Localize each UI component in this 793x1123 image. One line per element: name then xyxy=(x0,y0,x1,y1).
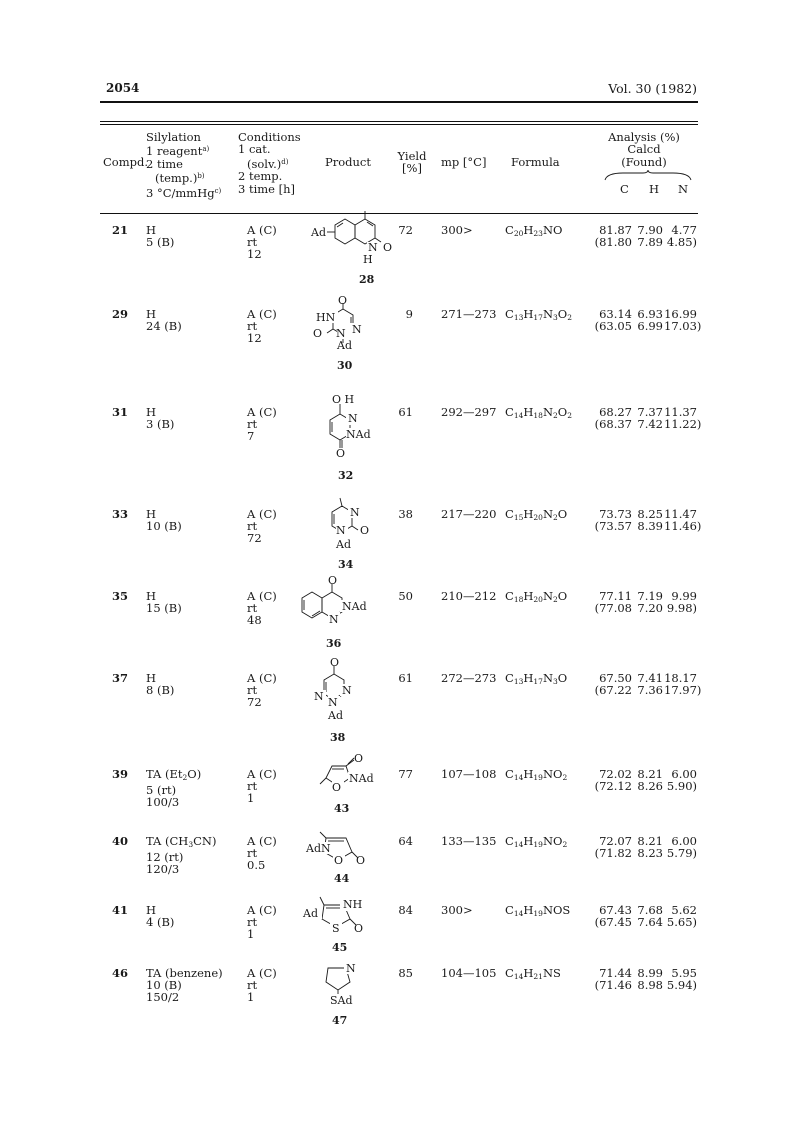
volume-label: Vol. 30 (1982) xyxy=(608,81,697,96)
svg-text:O: O xyxy=(328,574,338,587)
svg-text:N: N xyxy=(328,696,338,709)
col-analysis: Analysis (%) Calcd (Found) xyxy=(608,130,680,169)
structure-38 xyxy=(310,656,400,760)
svg-text:34: 34 xyxy=(338,558,354,571)
svg-text:O: O xyxy=(338,294,348,307)
structure-30 xyxy=(313,293,403,402)
svg-text:O: O xyxy=(330,656,340,669)
svg-text:O: O xyxy=(354,922,364,935)
table-top-rule xyxy=(100,121,698,122)
structure-36 xyxy=(300,574,400,668)
svg-text:43: 43 xyxy=(334,802,350,815)
svg-text:30: 30 xyxy=(337,359,353,372)
svg-text:N: N xyxy=(368,241,378,254)
col-formula: Formula xyxy=(511,155,560,169)
svg-text:28: 28 xyxy=(359,273,375,286)
journal-page: 2054 Vol. 30 (1982) Compd. Silylation 1 reagent$^{a)}$ 2 time (temp.)$^{b)}$ 3 °C/mmHg$^{c)}$ Conditions 1 cat. (solv.)$^{d)}$ 2 temp. 3 time [h] Product Yield [%] mp [°C] Formula Analysis (%) Calcd (Found) C H N 21 H 5 (B) A (C) rt 12 72 300> $C_{20}H_{23}NO$ 81.87 (81.80 7.90 7.89 4.77 4.85) Ad N O H 28 29 H 24 (B) A (C) rt 12 9 271—273 $C_{13}H_{17}N_3O_2$ 63.14 (63.05 6.93 6.99 16.99 17.03) O HN N O N Ad 30 31 H 3 (B) A (C) rt 7 61 292—297 $C_{14}H_{18}N_2O_2$ 68.27 (68.37 7.37 7.42 11.37 11.22) O H N NAd O 32 33 H 10 (B) A (C) rt 72 38 217—220 $C_{15}H_{20}N_2O$ 73.73 (73.57 8.25 8.39 11.47 11.46) N N O Ad 34 35 H 15 (B) A (C) rt 48 50 210—212 $C_{18}H_{20}N_2O$ 77.11 (77.08 7.19 7.20 9.99 9.98) O NAd N 36 37 H 8 (B) A (C) rt 72 61 272—273 $C_{13}H_{17}N_3O$ 67.50 (67.22 7.41 7.36 18.17 17.97) O N N N Ad 38 39 TA $(Et_2O)$ 5 (rt) 100/3 A (C) rt 1 77 107—108 $C_{14}H_{19}NO_2$ 72.02 (72.12 8.21 8.26 6.00 5.90) O NAd O 43 40 TA $(CH_3CN)$ 12 (rt) 120/3 A (C) rt 0.5 64 133—135 $C_{14}H_{19}NO_2$ 72.07 (71.82 8.21 8.23 6.00 5.79) AdN O O 44 41 H 4 (B) A (C) rt 1 84 300> $C_{14}H_{19}NOS$ 67.43 (67.45 7.68 7.64 5.62 5.65) NH Ad S O 45 46 TA (benzene) 10 (B) 150/2 A (C) rt 1 85 104—105 $C_{14}H_{21}NS$ 71.44 (71.46 8.99 8.98 5.95 5.94) N SAd 47 xyxy=(0,0,793,1123)
svg-text:N: N xyxy=(342,684,352,697)
svg-text:O: O xyxy=(313,327,323,340)
svg-text:NH: NH xyxy=(343,898,363,911)
svg-text:S: S xyxy=(332,922,340,935)
svg-text:38: 38 xyxy=(330,731,346,744)
formula-value: $C_{20}H_{23}NO$ xyxy=(505,223,563,238)
svg-text:O: O xyxy=(356,854,366,867)
conditions-cell: A (C) rt 12 xyxy=(247,223,277,262)
svg-text:O: O xyxy=(334,854,344,867)
svg-text:O: O xyxy=(360,524,370,537)
structure-28 xyxy=(305,212,405,296)
svg-text:AdN: AdN xyxy=(306,842,331,855)
col-compd: Compd. xyxy=(103,155,149,169)
structure-32 xyxy=(318,394,408,498)
svg-text:O: O xyxy=(336,447,346,460)
svg-text:N: N xyxy=(352,323,362,336)
svg-text:45: 45 xyxy=(332,941,348,954)
mp-value: 300> xyxy=(441,223,473,237)
svg-text:32: 32 xyxy=(338,469,354,482)
col-c: C xyxy=(620,182,629,196)
col-yield: Yield [%] xyxy=(397,149,427,176)
svg-text:36: 36 xyxy=(326,637,342,650)
svg-text:O H: O H xyxy=(332,393,355,406)
svg-text:Ad: Ad xyxy=(311,226,326,239)
col-product: Product xyxy=(325,155,371,169)
col-h: H xyxy=(649,182,660,196)
svg-text:N: N xyxy=(348,412,358,425)
col-mp: mp [°C] xyxy=(441,155,487,169)
page-number: 2054 xyxy=(106,81,140,95)
col-conditions: Conditions 1 cat. (solv.)$^{d)}$ 2 temp. 3 time [h] xyxy=(238,130,301,196)
svg-text:Ad: Ad xyxy=(336,538,351,551)
svg-text:O: O xyxy=(383,241,393,254)
svg-text:N: N xyxy=(336,327,346,340)
svg-text:N: N xyxy=(350,506,360,519)
svg-text:N: N xyxy=(346,962,356,975)
svg-text:N: N xyxy=(329,613,339,626)
svg-text:NAd: NAd xyxy=(349,772,374,785)
svg-text:Ad: Ad xyxy=(303,907,318,920)
svg-text:Ad: Ad xyxy=(328,709,343,722)
analysis-brace xyxy=(603,170,693,182)
analysis-h: 7.90 7.89 xyxy=(637,223,663,250)
svg-text:O: O xyxy=(332,781,342,794)
svg-text:NAd: NAd xyxy=(342,600,367,613)
header-rule xyxy=(100,101,698,103)
col-n: N xyxy=(678,182,689,196)
col-silylation: Silylation 1 reagent$^{a)}$ 2 time (temp.)$^{b)}$ 3 °C/mmHg$^{c)}$ xyxy=(146,130,222,200)
svg-text:Ad: Ad xyxy=(337,339,352,352)
svg-text:N: N xyxy=(314,690,324,703)
structure-47 xyxy=(318,956,408,1045)
svg-text:H: H xyxy=(363,253,373,266)
svg-text:NAd: NAd xyxy=(346,428,371,441)
svg-text:O: O xyxy=(354,752,364,765)
analysis-c: 81.87 (81.80 xyxy=(594,223,632,250)
compd-number: 21 xyxy=(112,223,129,237)
table-top-rule-2 xyxy=(100,124,698,125)
analysis-n: 4.77 4.85) xyxy=(666,223,697,250)
svg-text:HN: HN xyxy=(316,311,336,324)
svg-text:44: 44 xyxy=(334,872,350,885)
silylation-cell: H 5 (B) xyxy=(146,223,175,250)
yield-value: 72 xyxy=(398,223,413,237)
svg-text:SAd: SAd xyxy=(330,994,353,1007)
svg-text:N: N xyxy=(336,524,346,537)
svg-text:47: 47 xyxy=(332,1014,348,1027)
